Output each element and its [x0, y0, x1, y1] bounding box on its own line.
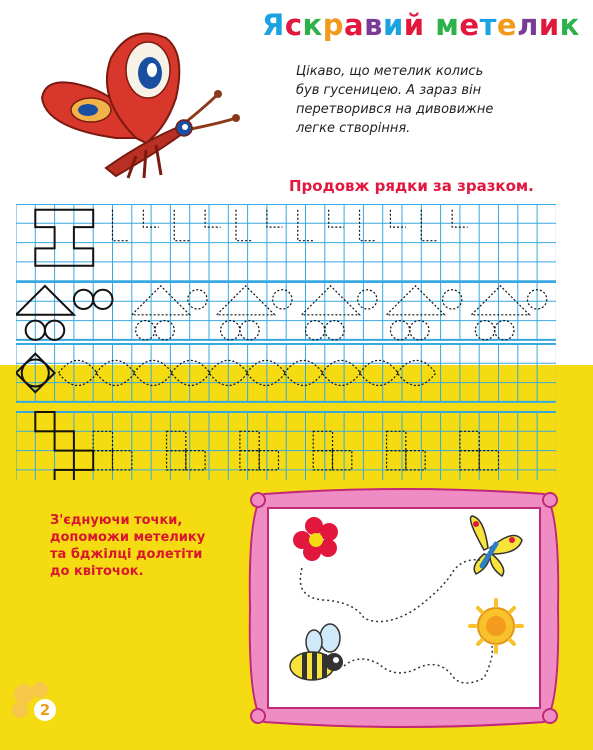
title-letter: м: [435, 8, 460, 42]
pattern-shape: [443, 290, 462, 309]
pattern-shape: [387, 286, 445, 315]
pattern-shape: [155, 321, 174, 340]
intro-text: [296, 62, 536, 138]
title-letter: а: [344, 8, 365, 42]
pattern-shape: [174, 210, 220, 241]
pattern-shape: [136, 321, 155, 340]
pattern-shape: [16, 286, 74, 315]
pattern-shape: [471, 286, 529, 315]
intro-line: Цікаво, що метелик колись: [296, 64, 484, 79]
title-letter: Я: [262, 8, 285, 42]
pattern-shape: [313, 431, 332, 450]
pattern-shape: [96, 360, 135, 385]
pattern-shape: [460, 451, 479, 470]
pattern-shape: [475, 321, 494, 340]
dot-task-line: та бджілці долетіти: [50, 547, 203, 562]
pattern-shape: [58, 360, 97, 385]
pattern-shape: [313, 451, 332, 470]
pattern-shape: [247, 360, 286, 385]
dot-task-line: З'єднуючи точки,: [50, 513, 183, 528]
pattern-shape: [74, 290, 93, 309]
title-letter: й: [403, 8, 425, 42]
pattern-shape: [188, 290, 207, 309]
title-letter: е: [459, 8, 480, 42]
pattern-shape: [302, 286, 360, 315]
title-letter: с: [284, 8, 303, 42]
title-letter: е: [496, 8, 518, 42]
title-letter: к: [559, 8, 580, 42]
pattern-shape: [240, 431, 259, 450]
pattern-shape: [273, 290, 292, 309]
task-instruction: Продовж рядки за зразком.: [289, 177, 534, 195]
pattern-shape: [240, 451, 259, 470]
pattern-shape: [236, 210, 282, 241]
pattern-shape: [74, 451, 93, 470]
pattern-shape: [410, 321, 429, 340]
title-letter: р: [322, 8, 344, 42]
page-title: [262, 8, 580, 42]
pattern-shape: [360, 360, 399, 385]
pattern-shape: [171, 360, 210, 385]
intro-line: був гусеницею. А зараз він: [296, 83, 482, 98]
title-letter: т: [479, 8, 497, 42]
tracing-picture-frame: [244, 488, 564, 728]
pattern-shape: [55, 470, 74, 480]
pattern-shape: [113, 210, 159, 241]
pattern-shape: [387, 451, 406, 470]
pattern-shape: [479, 451, 498, 470]
dot-task-line: до квіточок.: [50, 564, 144, 579]
pattern-shape: [134, 360, 173, 385]
pattern-shape: [221, 321, 240, 340]
pattern-shape: [93, 431, 112, 450]
pattern-shape: [322, 360, 361, 385]
pattern-shape: [132, 286, 190, 315]
title-letter: к: [302, 8, 323, 42]
butterfly-illustration: [36, 28, 266, 193]
pattern-shape: [421, 210, 467, 241]
pattern-shape: [35, 210, 93, 266]
title-letter: л: [517, 8, 539, 42]
pattern-shape: [167, 431, 186, 450]
yellow-flower-icon: [470, 600, 522, 652]
pattern-shape: [333, 451, 352, 470]
title-letter: в: [364, 8, 383, 42]
pattern-shape: [167, 451, 186, 470]
dot-task-line: допоможи метелику: [50, 530, 206, 545]
pattern-shape: [55, 431, 74, 450]
pattern-shape: [358, 290, 377, 309]
pattern-shape: [113, 451, 132, 470]
pattern-shape: [186, 451, 205, 470]
title-letter: [425, 8, 436, 42]
pattern-shape: [390, 321, 409, 340]
pattern-shape: [397, 360, 436, 385]
pattern-shape: [35, 412, 54, 431]
intro-line: перетворився на дивовижне: [296, 102, 494, 117]
pattern-shape: [93, 290, 112, 309]
page-number: 2: [34, 699, 56, 721]
pattern-grid: [16, 204, 556, 480]
pattern-shape: [240, 321, 259, 340]
dot-task-instruction: [50, 512, 240, 580]
pattern-shape: [284, 360, 323, 385]
pattern-shape: [406, 451, 425, 470]
pattern-shape: [387, 431, 406, 450]
pattern-shape: [306, 321, 325, 340]
title-letter: и: [382, 8, 404, 42]
pattern-shape: [259, 451, 278, 470]
pattern-shape: [495, 321, 514, 340]
pattern-shape: [460, 431, 479, 450]
title-letter: и: [538, 8, 560, 42]
intro-line: легке створіння.: [296, 121, 411, 136]
pattern-shape: [325, 321, 344, 340]
pattern-shape: [93, 451, 112, 470]
pattern-shape: [217, 286, 275, 315]
pattern-shape: [298, 210, 344, 241]
